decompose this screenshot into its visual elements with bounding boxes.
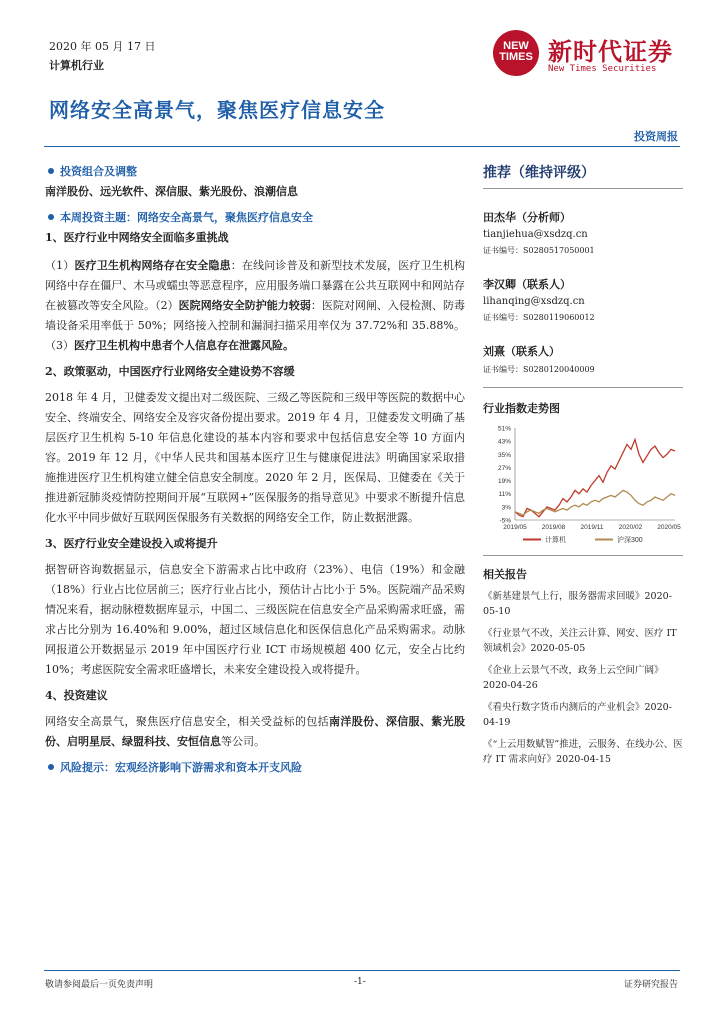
chart-heading: 行业指数走势图 [483,402,560,415]
analyst-cert: 证书编号：S0280120040009 [483,365,595,374]
industry-label: 计算机行业 [49,59,104,72]
risk-warning: 风险提示：宏观经济影响下游需求和资本开支风险 [45,758,465,778]
footer-brand: 证券研究报告 [623,980,678,990]
bullet-icon [48,168,54,174]
related-report-date: 2020-04-15 [556,754,611,765]
analyst-name: 田杰华（分析师） [483,211,571,224]
series-line-0 [515,440,675,517]
report-type: 投资周报 [634,130,678,143]
header-divider [44,146,680,147]
y-tick-label: 27% [497,464,511,472]
series-line-1 [515,490,675,515]
analyst-name: 李汉卿（联系人） [483,278,571,291]
paragraph-1: （1）医疗卫生机构网络存在安全隐患：在线问诊普及和新型技术发展，医疗卫生机构网络中存在僵尸、木马或蠕虫等恶意程序，应用服务端口暴露在公共互联网中和网站存在被篡改等安全风险。（2）医院网络安全防护能力较弱：医院对网闸、入侵检测、防毒墙设备采用率低于 50%；网络接入控制和漏洞扫描采用率仅为 37.72%和 35.88%。（3）医疗卫生机构中患者个人信息存在泄露风险。 [45,259,466,352]
footer-divider [44,970,680,971]
bullet-icon [48,214,54,220]
bullet-icon [48,764,54,770]
paragraph-3: 据智研咨询数据显示，信息安全下游需求占比中政府（23%）、电信（19%）和金融（18%）行业占比位居前三；医疗行业占比小，预估计占比小于 5%。医院端产品采购情况来看，据动脉橙数据库显示，中国二、三级医院在信息安全产品采购需求旺盛，需求占比分别为 16.40%和 9.00%，超过区域信息化和医保信息化产品采购需求。动脉网报道公开数据显示 2019 年中国医疗行业 ICT 市场规模超 400 亿元，安全占比约 10%；考虑医院安全需求旺盛增长，未来安全建设投入或将提升。 [45,563,465,676]
related-report-item[interactable] [483,700,683,730]
analyst-email[interactable]: lihanqing@xsdzq.cn [483,296,585,307]
y-tick-label: 19% [497,478,511,486]
related-report-item[interactable] [483,589,683,619]
x-tick-label: 2019/08 [541,524,566,531]
related-report-title: 《看央行数字货币内测后的产业机会》 [483,702,645,713]
section-theme: 本周投资主题：网络安全高景气，聚焦医疗信息安全 [45,208,465,228]
analyst-name: 刘熹（联系人） [483,345,560,358]
related-report-title: 《“上云用数赋智”推进，云服务、在线办公、医疗 IT 需求向好》 [483,739,683,765]
heading-3: 3、医疗行业安全建设投入或将提升 [45,537,218,550]
heading-1: 1、医疗行业中网络安全面临多重挑战 [45,231,229,244]
related-report-item[interactable] [483,663,683,693]
related-report-title: 《新基建景气上行，服务器需求回暖》 [483,591,645,602]
y-tick-label: 35% [497,451,511,459]
paragraph-4: 网络安全高景气，聚焦医疗信息安全，相关受益标的包括南洋股份、深信服、紫光股份、启明星辰、绿盟科技、安恒信息等公司。 [45,715,466,748]
rating: 推荐（维持评级） [483,165,595,181]
related-report-item[interactable] [483,737,683,767]
paragraph-2: 2018 年 4 月，卫健委发文提出对二级医院、三级乙等医院和三级甲等医院的数据中心安全、终端安全、网络安全及容灾备份提出要求。2019 年 4 月，卫健委发文明确了基层医疗卫生机构 5-10 年信息化建设的基本内容和要求中包括信息安全等 10 方面内容。2019 年 12 月，《中华人民共和国基本医疗卫生与健康促进法》明确国家采取措施推进医疗卫生机构建立健全信息安全制度。2020 年 2 月，医保局、卫健委在《关于推进新冠肺炎疫情防控期间开展“互联网+”医保服务的指导意见》中要求不断提升信息化水平中同步做好互联网医保服务有关数据的网络安全工作，防止数据泄露。 [45,391,465,524]
heading-4: 4、投资建议 [45,689,108,702]
rating-divider [483,188,683,189]
x-tick-label: 2020/02 [618,524,643,531]
report-title: 网络安全高景气，聚焦医疗信息安全 [49,98,385,122]
analyst-email[interactable]: tianjiehua@xsdzq.cn [483,229,588,240]
related-report-date: 2020-05-05 [530,643,586,654]
y-tick-label: 3% [501,504,511,512]
analyst-cert: 证书编号：S0280119060012 [483,313,595,322]
company-name-en: New Times Securities [548,64,657,74]
x-tick-label: 2020/05 [657,524,681,531]
index-chart [483,422,683,547]
y-tick-label: 43% [497,438,511,446]
heading-2: 2、政策驱动，中国医疗行业网络安全建设势不容缓 [45,365,295,378]
footer-disclaimer[interactable]: 敬请参阅最后一页免责声明 [45,980,154,990]
y-tick-label: 11% [498,491,511,499]
sidebar [483,162,683,767]
legend-label: 沪深300 [617,537,643,544]
section-portfolio: 投资组合及调整 [45,162,465,182]
y-tick-label: 51% [497,425,511,433]
x-tick-label: 2019/05 [503,524,527,531]
related-report-date: 2020-04-26 [483,680,538,691]
main-content [45,162,465,778]
analyst-divider [483,387,683,388]
company-logo-icon: NEW TIMES [493,30,539,76]
related-report-item[interactable] [483,626,683,656]
chart-divider [483,555,683,556]
related-report-title: 《企业上云景气不改，政务上云空间广阔》 [483,665,664,676]
related-heading: 相关报告 [483,568,527,581]
company-name-cn: 新时代证券 [548,37,673,66]
related-report-title: 《行业景气不改，关注云计算、网安、医疗 IT 领域机会》 [483,628,677,654]
x-tick-label: 2019/11 [580,524,604,531]
related-report-date: 2020-05-10 [483,591,672,617]
legend-label: 计算机 [545,537,566,544]
related-report-date: 2020-04-19 [483,702,672,728]
report-date: 2020 年 05 月 17 日 [49,40,156,53]
y-tick-label: -5% [499,517,511,525]
page-number: -1- [354,977,366,987]
analyst-cert: 证书编号：S0280517050001 [483,246,595,255]
portfolio-stocks: 南洋股份、远光软件、深信服、紫光股份、浪潮信息 [45,185,298,198]
related-list [483,589,683,767]
